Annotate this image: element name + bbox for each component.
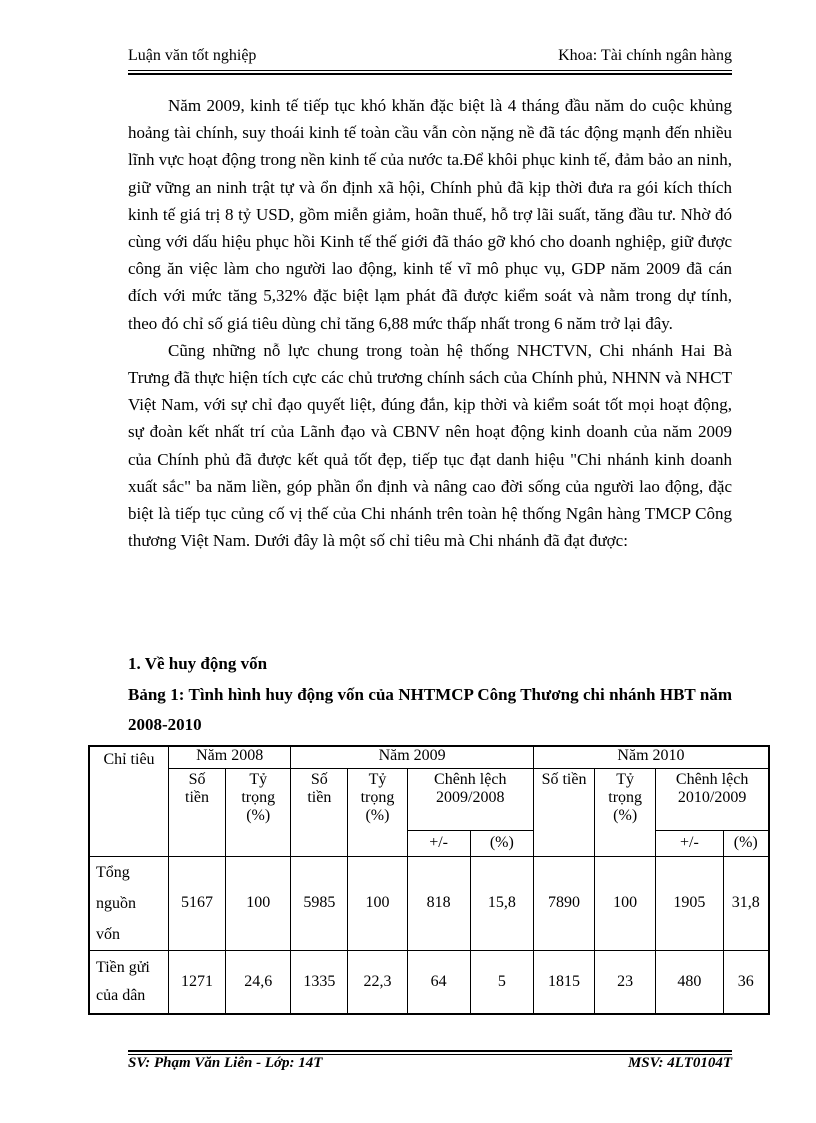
header-2009-amount: Số tiền (291, 768, 348, 856)
section-title: 1. Về huy động vốn (128, 654, 268, 673)
header-year-2008: Năm 2008 (169, 746, 291, 768)
row-label-total-capital: Tổng nguồn vốn (89, 856, 169, 950)
cell-2009-amount: 5985 (291, 856, 348, 950)
cell-2009-pct: 5 (470, 950, 533, 1014)
header-2010-amount: Số tiền (533, 768, 594, 856)
cell-2009-pct: 15,8 (470, 856, 533, 950)
body-text (128, 92, 732, 554)
cell-2008-share: 24,6 (226, 950, 291, 1014)
header-thesis-title: Luận văn tốt nghiệp (128, 47, 257, 64)
cell-2010-amount: 7890 (533, 856, 594, 950)
cell-2009-share: 22,3 (348, 950, 407, 1014)
table-caption: Bảng 1: Tình hình huy động vốn của NHTMCP Công Thương chi nhánh HBT năm 2008-2010 (128, 685, 732, 734)
header-year-2010: Năm 2010 (533, 746, 769, 768)
header-2009-share: Tỷ trọng (%) (348, 768, 407, 856)
cell-2008-amount: 5167 (169, 856, 226, 950)
paragraph-economy-2009: Năm 2009, kinh tế tiếp tục khó khăn đặc biệt là 4 tháng đầu năm do cuộc khủng hoảng tài chính, suy thoái kinh tế toàn cầu vẫn còn nặng nề đã tác động mạnh đến nhiều lĩnh vực hoạt động trong nền kinh tế của nước ta.Để khôi phục kinh tế, đảm bảo an ninh, giữ vững an ninh trật tự và ổn định xã hội, Chính phủ đã kịp thời đưa ra gói kích thích kinh tế giá trị 8 tỷ USD, gồm miễn giảm, hoãn thuế, hỗ trợ lãi suất, tăng đầu tư. Nhờ đó cùng với dấu hiệu phục hồi Kinh tế thế giới đã tháo gỡ khó cho doanh nghiệp, giữ được công ăn việc làm cho người lao động, kinh tế vĩ mô phục vụ, GDP năm 2009 đã cán đích với mức tăng 5,32% đặc biệt lạm phát đã được kiểm soát và nằm trong dự tính, theo đó chỉ số giá tiêu dùng chỉ tăng 6,88 mức thấp nhất trong 6 năm trở lại đây. (128, 96, 732, 333)
footer-student: SV: Phạm Văn Liên - Lớp: 14T (128, 1055, 323, 1071)
capital-mobilization-table (88, 745, 770, 1015)
cell-2010-pct: 36 (723, 950, 769, 1014)
header-2008-amount: Số tiền (169, 768, 226, 856)
cell-2010-amount: 1815 (533, 950, 594, 1014)
cell-2009-amount: 1335 (291, 950, 348, 1014)
header-2010-diff: +/- (656, 830, 723, 856)
cell-2008-share: 100 (226, 856, 291, 950)
header-2009-pct: (%) (470, 830, 533, 856)
cell-2008-amount: 1271 (169, 950, 226, 1014)
header-2010-change: Chênh lệch 2010/2009 (656, 768, 769, 830)
header-rule-thick (128, 73, 732, 75)
cell-2009-diff: 818 (407, 856, 470, 950)
paragraph-branch-results: Cũng những nỗ lực chung trong toàn hệ thống NHCTVN, Chi nhánh Hai Bà Trưng đã thực hiện tích cực các chủ trương chính sách của Chính phủ, NHNN và NHCT Việt Nam, với sự chỉ đạo quyết liệt, đúng đắn, kịp thời và kiểm soát tốt mọi hoạt động, sự đoàn kết nhất trí của Lãnh đạo và CBNV nên hoạt động kinh doanh của năm 2009 của Chính phủ đã được kết quả tốt đẹp, tiếp tục đạt danh hiệu "Chi nhánh kinh doanh xuất sắc" ba năm liền, góp phần ổn định và nâng cao đời sống của người lao động, đặc biệt là tiếp tục củng cố vị thế của Chi nhánh trên toàn hệ thống Ngân hàng TMCP Công thương Việt Nam. Dưới đây là một số chỉ tiêu mà Chi nhánh đã đạt được: (128, 340, 732, 551)
footer-rule-thick (128, 1050, 732, 1052)
cell-2009-share: 100 (348, 856, 407, 950)
header-year-2009: Năm 2009 (291, 746, 534, 768)
header-faculty: Khoa: Tài chính ngân hàng (558, 47, 732, 64)
header-2010-share: Tỷ trọng (%) (595, 768, 656, 856)
header-chi-tieu: Chỉ tiêu (89, 746, 169, 856)
header-2010-pct: (%) (723, 830, 769, 856)
header-2009-change: Chênh lệch 2009/2008 (407, 768, 533, 830)
footer-student-id: MSV: 4LT0104T (627, 1055, 732, 1071)
table-header-row-years (89, 746, 769, 768)
row-label-household-deposits: Tiền gửi của dân (89, 950, 169, 1014)
header-2009-diff: +/- (407, 830, 470, 856)
cell-2010-share: 23 (595, 950, 656, 1014)
page-header (128, 47, 732, 68)
cell-2010-share: 100 (595, 856, 656, 950)
table-row (89, 950, 769, 1014)
table-header-row-columns (89, 768, 769, 830)
table-row (89, 856, 769, 950)
header-rule (128, 70, 732, 71)
cell-2010-diff: 1905 (656, 856, 723, 950)
cell-2010-pct: 31,8 (723, 856, 769, 950)
page-footer (128, 1055, 732, 1072)
header-2008-share: Tỷ trọng (%) (226, 768, 291, 856)
cell-2009-diff: 64 (407, 950, 470, 1014)
cell-2010-diff: 480 (656, 950, 723, 1014)
